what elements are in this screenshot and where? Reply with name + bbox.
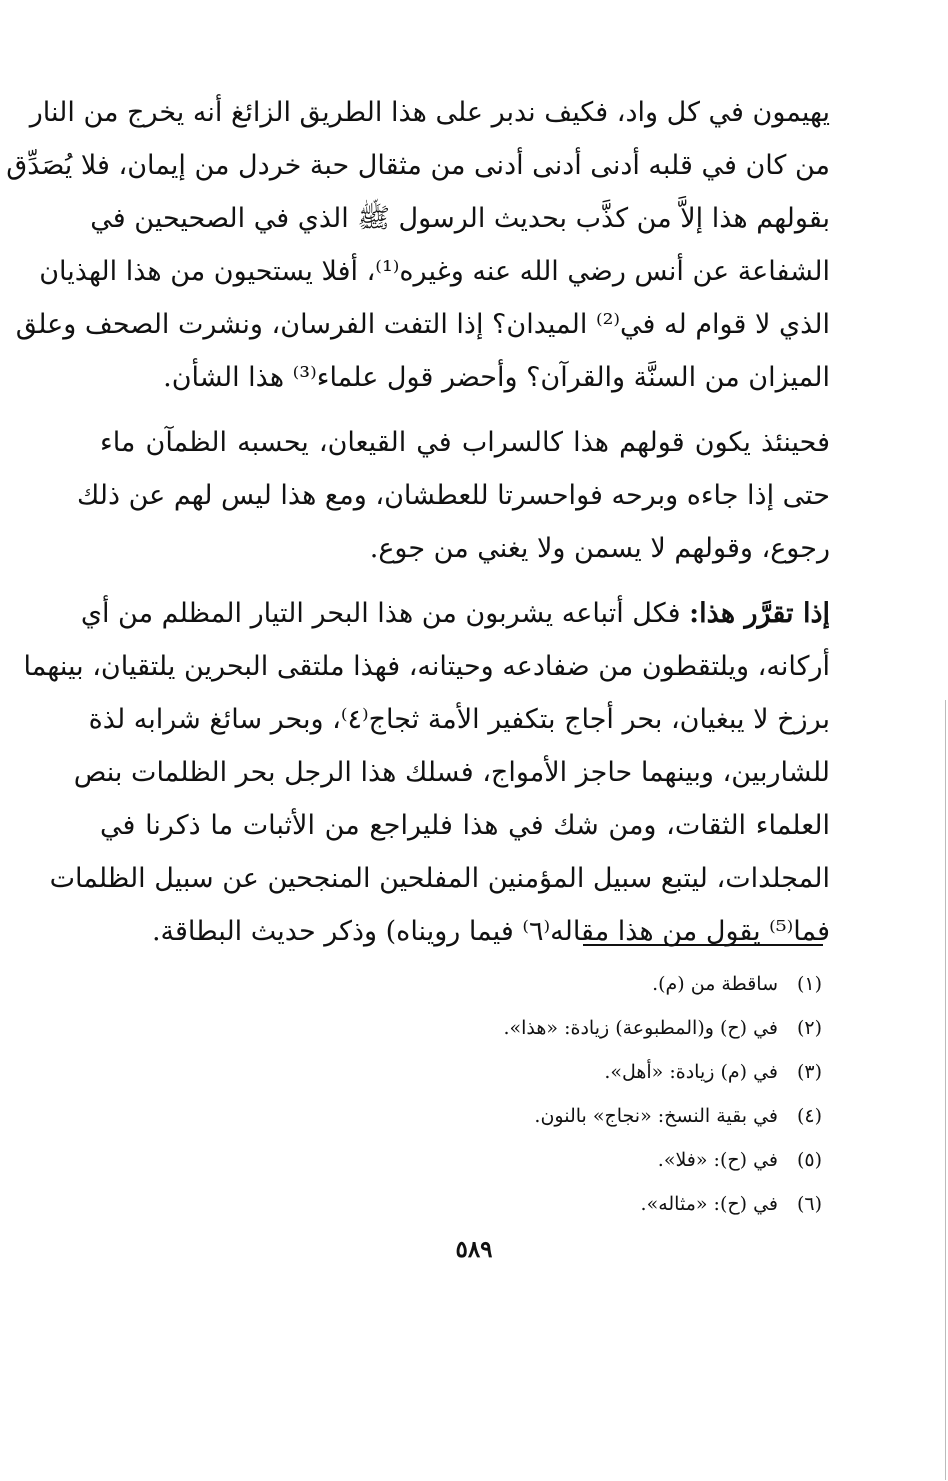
paragraph-lead: إذا تقرَّر هذا: (689, 598, 830, 629)
paragraph-3 (23, 587, 830, 958)
footnote-text: في (ح): «فلا». (657, 1149, 778, 1171)
text-line: من كان في قلبه أدنى أدنى أدنى من مثقال حبة خردل من إيمان، فلا يُصَدِّق (6, 150, 830, 181)
page-number: ٥٨٩ (455, 1236, 493, 1263)
footnote-number: (١) (796, 973, 822, 995)
footnote-6 (503, 1182, 822, 1226)
text-line: العلماء الثقات، ومن شك في هذا فليراجع من الأثبات ما ذكرنا في (100, 810, 830, 841)
text-line: الميزان من السنَّة والقرآن؟ وأحضر قول علماء⁽³⁾ هذا الشأن. (163, 362, 830, 393)
text-line: المجلدات، ليتبع سبيل المؤمنين المفلحين المنجحين عن سبيل الظلمات (49, 863, 830, 894)
text-line: فحينئذ يكون قولهم هذا كالسراب في القيعان، يحسبه الظمآن ماء (100, 427, 830, 458)
text-line: يهيمون في كل واد، فكيف ندبر على هذا الطريق الزائغ أنه يخرج من النار (29, 97, 830, 128)
text-line: رجوع، وقولهم لا يسمن ولا يغني من جوع. (369, 533, 830, 564)
footnote-5 (503, 1138, 822, 1182)
footnote-number: (٤) (796, 1105, 822, 1127)
footnote-text: في (م) زيادة: «أهل». (604, 1061, 778, 1083)
text-segment: فكل أتباعه يشربون من هذا البحر التيار المظلم من أي (80, 598, 681, 629)
text-line: حتى إذا جاءه وبرحه فواحسرتا للعطشان، ومع هذا ليس لهم عن ذلك (76, 480, 830, 511)
footnote-number: (٢) (796, 1017, 822, 1039)
footnote-text: في بقية النسخ: «نجاج» بالنون. (534, 1105, 778, 1127)
footnote-1 (503, 962, 822, 1006)
footnote-text: ساقطة من (م). (652, 973, 778, 995)
text-line: أركانه، ويلتقطون من ضفادعه وحيتانه، فهذا ملتقى البحرين يلتقيان، بينهما (23, 651, 830, 682)
text-line: فما⁽⁵⁾ يقول من هذا مقاله⁽٦⁾ فيما رويناه) وذكر حديث البطاقة. (151, 916, 830, 947)
footnote-text: في (ح): «مثاله». (640, 1193, 778, 1215)
text-line: برزخ لا يبغيان، بحر أجاج بتكفير الأمة ثجاج⁽٤⁾، وبحر سائغ شرابه لذة (88, 704, 830, 735)
footnote-3 (503, 1050, 822, 1094)
text-line: للشاربين، وبينهما حاجز الأمواج، فسلك هذا الرجل بحر الظلمات بنص (73, 757, 830, 788)
page-edge-shadow (945, 700, 946, 1480)
footnotes (503, 962, 822, 1226)
paragraph-2 (76, 416, 830, 575)
footnote-text: في (ح) و(المطبوعة) زيادة: «هذا». (503, 1017, 778, 1039)
text-line: الذي لا قوام له في⁽²⁾ الميدان؟ إذا التفت الفرسان، ونشرت الصحف وعلق (15, 309, 830, 340)
page-body (6, 86, 830, 958)
footnote-number: (٣) (796, 1061, 822, 1083)
footnote-2 (503, 1006, 822, 1050)
footnote-number: (٥) (796, 1149, 822, 1171)
text-line: بقولهم هذا إلاَّ من كذَّب بحديث الرسول ﷺ الذي في الصحيحين في (90, 203, 830, 234)
text-line (80, 587, 830, 640)
paragraph-1 (6, 86, 830, 404)
footnote-number: (٦) (796, 1193, 822, 1215)
text-line: الشفاعة عن أنس رضي الله عنه وغيره⁽¹⁾، أفلا يستحيون من هذا الهذيان (39, 256, 830, 287)
footnote-4 (503, 1094, 822, 1138)
footnote-separator (583, 944, 823, 946)
